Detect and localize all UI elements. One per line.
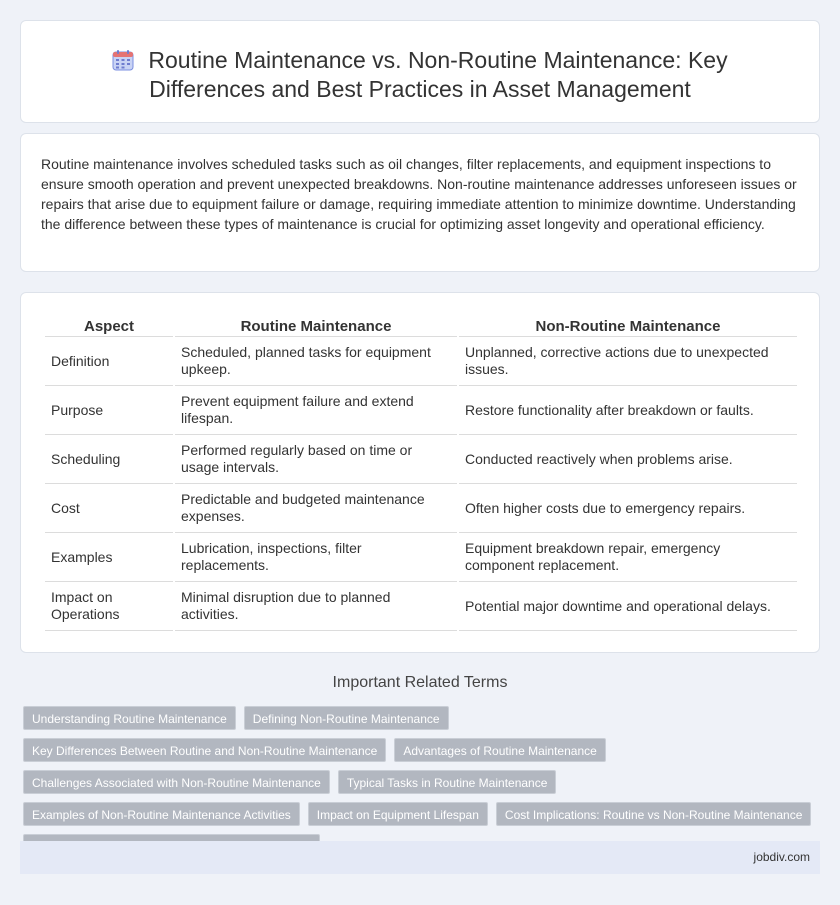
comparison-table xyxy=(43,313,799,631)
intro-paragraph: Routine maintenance involves scheduled tasks such as oil changes, filter replacements, and equipment inspections to ensure smooth operation and prevent unexpected breakdowns. Non-routine maintenance addresses unforeseen issues or repairs that arise due to equipment failure or damage, requiring immediate attention to minimize downtime. Understanding the difference between these types of maintenance is crucial for optimizing asset longevity and operational efficiency. xyxy=(41,156,797,232)
cell-non-routine: Conducted reactively when problems arise. xyxy=(459,435,797,484)
cell-routine: Lubrication, inspections, filter replacements. xyxy=(175,533,457,582)
cell-routine: Performed regularly based on time or usage intervals. xyxy=(175,435,457,484)
table-row xyxy=(45,484,797,533)
related-terms-title: Important Related Terms xyxy=(332,674,508,691)
related-term-tag[interactable]: Challenges Associated with Non-Routine Maintenance xyxy=(23,770,330,794)
related-term-tag[interactable]: Impact on Equipment Lifespan xyxy=(308,802,488,826)
cell-aspect: Cost xyxy=(45,484,173,533)
table-row xyxy=(45,435,797,484)
cell-aspect: Impact on Operations xyxy=(45,582,173,631)
related-term-tag[interactable]: Key Differences Between Routine and Non-Routine Maintenance xyxy=(23,738,386,762)
header-aspect: Aspect xyxy=(45,313,173,337)
cell-routine: Scheduled, planned tasks for equipment upkeep. xyxy=(175,337,457,386)
table-row xyxy=(45,582,797,631)
footer-site-link[interactable]: jobdiv.com xyxy=(753,850,810,864)
table-header-row xyxy=(45,313,797,337)
cell-non-routine: Often higher costs due to emergency repairs. xyxy=(459,484,797,533)
related-term-tag[interactable]: Defining Non-Routine Maintenance xyxy=(244,706,449,730)
related-term-tag[interactable]: Understanding Routine Maintenance xyxy=(23,706,236,730)
page-title-text: Routine Maintenance vs. Non-Routine Maintenance: Key Differences and Best Practices in Asset Management xyxy=(148,47,728,102)
table-row xyxy=(45,386,797,435)
related-term-tag[interactable]: Examples of Non-Routine Maintenance Activities xyxy=(23,802,300,826)
header-non-routine: Non-Routine Maintenance xyxy=(459,313,797,337)
related-term-tag[interactable]: Cost Implications: Routine vs Non-Routine Maintenance xyxy=(496,802,811,826)
page-title xyxy=(21,46,819,104)
related-term-tag[interactable]: Advantages of Routine Maintenance xyxy=(394,738,605,762)
table-row xyxy=(45,337,797,386)
title-card xyxy=(20,20,820,123)
cell-non-routine: Restore functionality after breakdown or faults. xyxy=(459,386,797,435)
intro-card xyxy=(20,133,820,272)
table-row xyxy=(45,533,797,582)
cell-aspect: Scheduling xyxy=(45,435,173,484)
cell-non-routine: Unplanned, corrective actions due to unexpected issues. xyxy=(459,337,797,386)
cell-routine: Minimal disruption due to planned activities. xyxy=(175,582,457,631)
cell-aspect: Definition xyxy=(45,337,173,386)
related-term-tag[interactable]: Typical Tasks in Routine Maintenance xyxy=(338,770,557,794)
comparison-card xyxy=(20,292,820,653)
cell-aspect: Purpose xyxy=(45,386,173,435)
cell-non-routine: Potential major downtime and operational delays. xyxy=(459,582,797,631)
calendar-icon xyxy=(112,49,134,71)
cell-routine: Predictable and budgeted maintenance expenses. xyxy=(175,484,457,533)
footer xyxy=(20,841,820,874)
cell-routine: Prevent equipment failure and extend lifespan. xyxy=(175,386,457,435)
cell-aspect: Examples xyxy=(45,533,173,582)
cell-non-routine: Equipment breakdown repair, emergency component replacement. xyxy=(459,533,797,582)
header-routine: Routine Maintenance xyxy=(175,313,457,337)
